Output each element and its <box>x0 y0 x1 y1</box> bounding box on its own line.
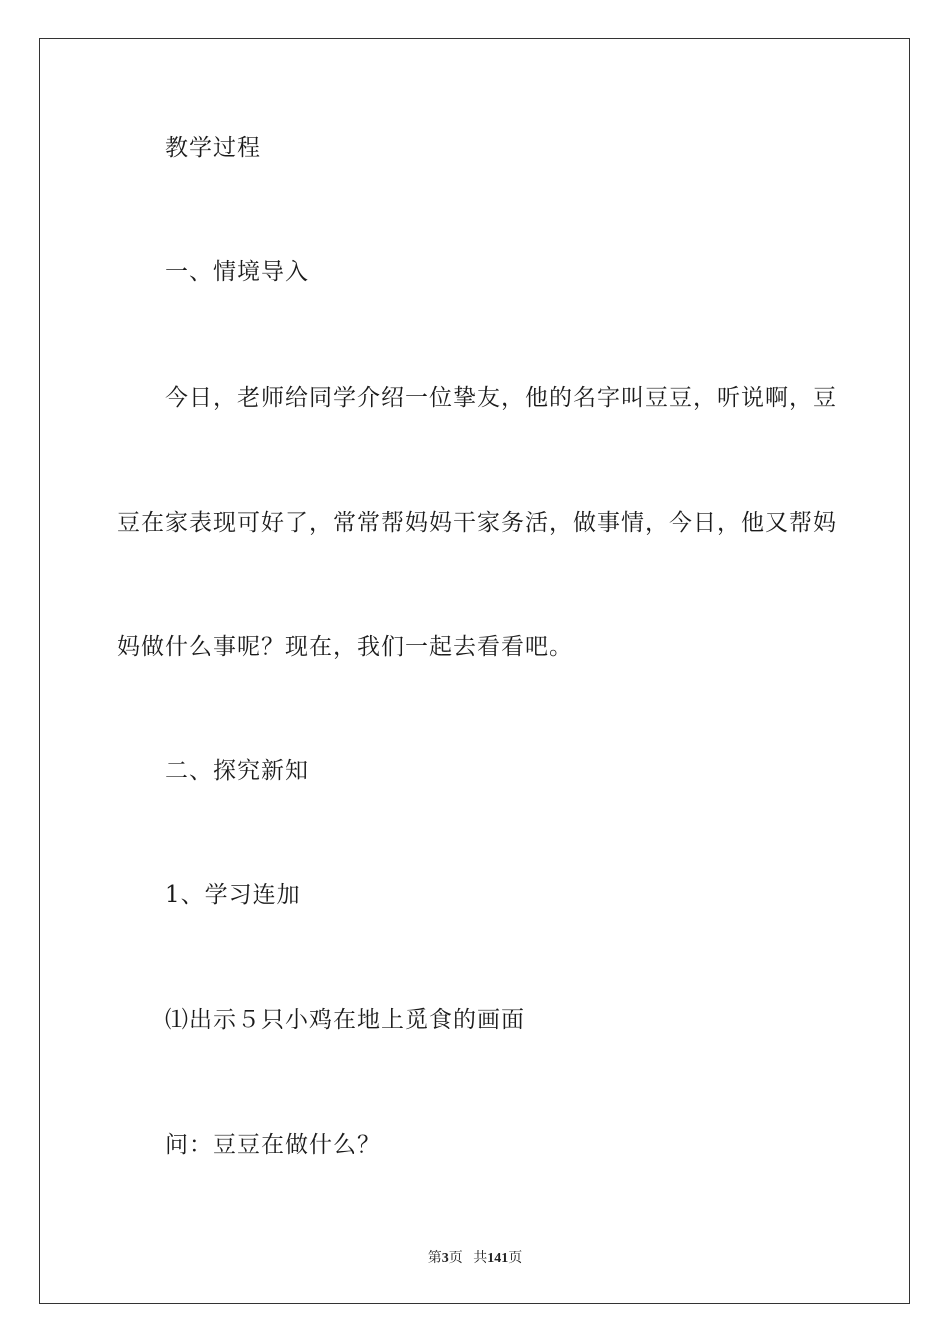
footer-total-suffix: 页 <box>508 1251 523 1266</box>
subheading-continuous-addition: 1、学习连加 <box>165 882 301 908</box>
paragraph-line-2: 豆在家表现可好了，常常帮妈妈干家务活，做事情，今日，他又帮妈 <box>117 510 837 536</box>
heading-situation-intro: 一、情境导入 <box>165 259 309 285</box>
paragraph-line-3: 妈做什么事呢？现在，我们一起去看看吧。 <box>117 634 573 660</box>
footer-total-prefix: 共 <box>473 1251 488 1266</box>
heading-explore-new: 二、探究新知 <box>165 758 309 784</box>
page-footer <box>0 1250 950 1268</box>
paragraph-line-1: 今日，老师给同学介绍一位挚友，他的名字叫豆豆，听说啊，豆 <box>165 385 837 411</box>
footer-total-pages: 141 <box>487 1251 509 1266</box>
item-show-chickens: ⑴出示５只小鸡在地上觅食的画面 <box>165 1007 525 1033</box>
page-border <box>39 38 910 1304</box>
question-line: 问：豆豆在做什么？ <box>165 1132 381 1158</box>
footer-page-number: 3 <box>441 1251 449 1266</box>
footer-page-suffix: 页 <box>448 1251 463 1266</box>
section-title-teaching-process: 教学过程 <box>165 135 261 161</box>
footer-page-prefix: 第 <box>427 1251 442 1266</box>
